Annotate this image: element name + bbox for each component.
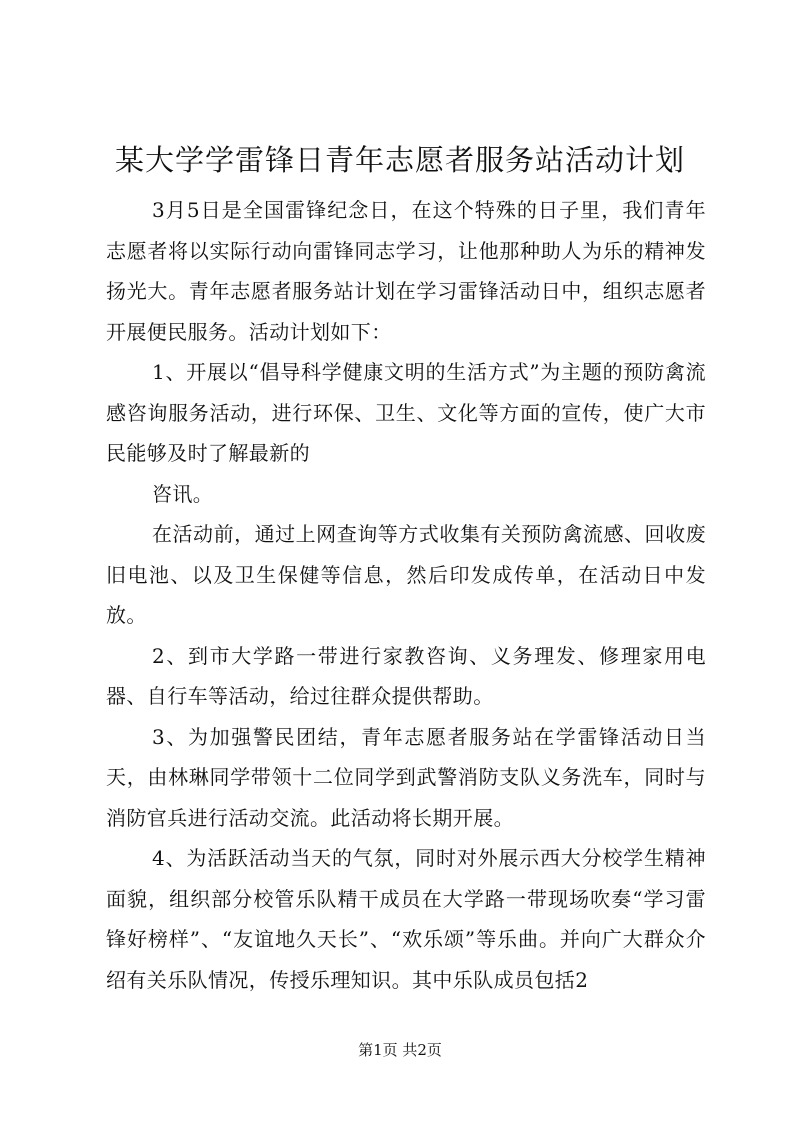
paragraph-item-4: 4、为活跃活动当天的气氛，同时对外展示西大分校学生精神面貌，组织部分校管乐队精干成员在大学路一带现场吹奏“学习雷锋好榜样”、“友谊地久天长”、“欢乐颂”等乐曲。并向广大群众介绍有关乐队情况，传授乐理知识。其中乐队成员包括2 <box>106 846 706 992</box>
paragraph-item-1-continued: 咨讯。 <box>152 481 214 506</box>
paragraph-item-1-detail: 在活动前，通过上网查询等方式收集有关预防禽流感、回收废旧电池、以及卫生保健等信息，然后印发成传单，在活动日中发放。 <box>106 522 706 627</box>
paragraph-item-1: 1、开展以“倡导科学健康文明的生活方式”为主题的预防禽流感咨询服务活动，进行环保、卫生、文化等方面的宣传，使广大市民能够及时了解最新的 <box>106 360 706 465</box>
page-number-footer: 第1页 共2页 <box>358 1041 442 1059</box>
document-title: 某大学学雷锋日青年志愿者服务站活动计划 <box>114 143 685 177</box>
document-body <box>106 190 706 1000</box>
paragraph-item-2: 2、到市大学路一带进行家教咨询、义务理发、修理家用电器、自行车等活动，给过往群众提供帮助。 <box>106 643 706 708</box>
paragraph-intro: 3月5日是全国雷锋纪念日，在这个特殊的日子里，我们青年志愿者将以实际行动向雷锋同志学习，让他那种助人为乐的精神发扬光大。青年志愿者服务站计划在学习雷锋活动日中，组织志愿者开展便民服务。活动计划如下： <box>106 198 706 344</box>
paragraph-item-3: 3、为加强警民团结，青年志愿者服务站在学雷锋活动日当天，由林琳同学带领十二位同学到武警消防支队义务洗车，同时与消防官兵进行活动交流。此活动将长期开展。 <box>106 724 706 830</box>
